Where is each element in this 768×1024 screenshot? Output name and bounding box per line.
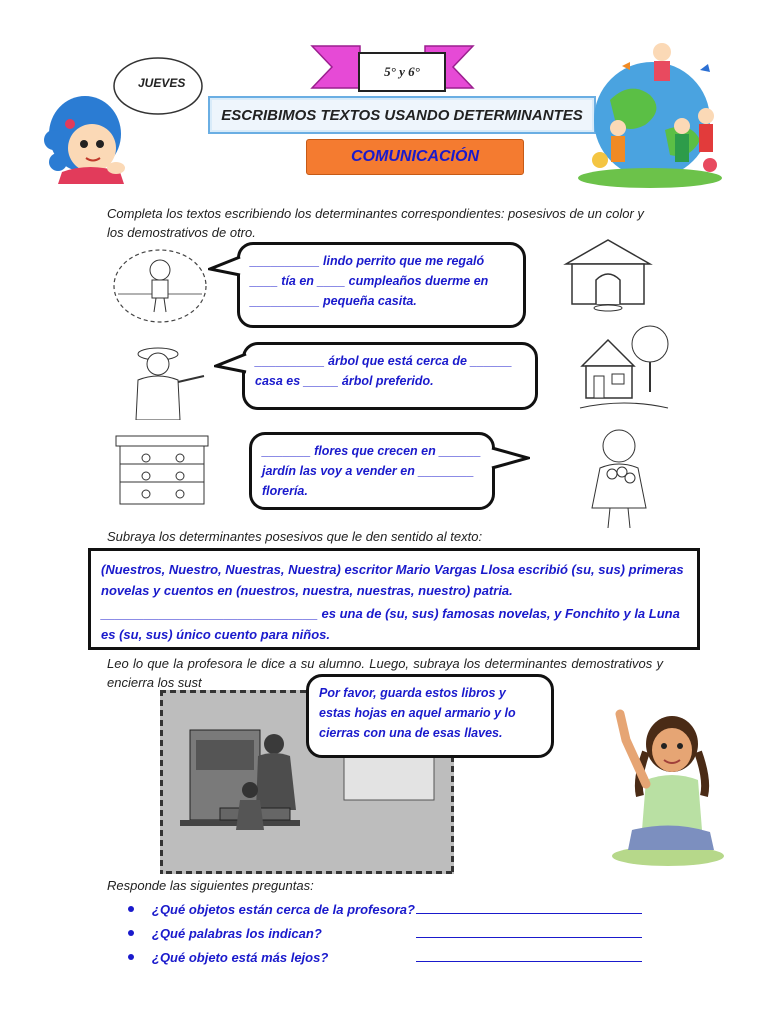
bubble-tail-1 [208, 255, 242, 279]
question-list [128, 897, 415, 969]
speech-bubble-1: __________ lindo perrito que me regaló ____ tía en ____ cumpleaños duerme en __________ pequeña casita. [237, 242, 526, 328]
question-text: ¿Qué palabras los indican? [152, 925, 322, 941]
answer-line[interactable] [416, 937, 642, 938]
instruction-questions: Responde las siguientes preguntas: [107, 878, 314, 893]
bullet-icon [128, 954, 134, 960]
thinking-girl-illustration [40, 44, 210, 184]
bullet-icon [128, 930, 134, 936]
answer-line[interactable] [416, 961, 642, 962]
bullet-icon [128, 906, 134, 912]
instruction-complete: Completa los textos escribiendo los determinantes correspondientes: posesivos de un color y los demostrativos de otro. [107, 206, 644, 240]
speech-bubble-3: _______ flores que crecen en ______ jardín las voy a vender en ________ florería. [249, 432, 495, 510]
instruction-teacher: Leo lo que la profesora le dice a su alumno. Luego, subraya los determinantes demostrativos y encierra los sust [107, 656, 663, 690]
page-title: ESCRIBIMOS TEXTOS USANDO DETERMINANTES [208, 96, 596, 134]
grade-badge: 5° y 6° [358, 52, 446, 92]
question-text: ¿Qué objetos están cerca de la profesora? [152, 901, 415, 917]
possessive-text-line-1: (Nuestros, Nuestro, Nuestras, Nuestra) escritor Mario Vargas Llosa escribió (su, sus) primeras novelas y cuentos en (nuestros, nuestra, nuestras, nuestro) patria. [101, 562, 684, 598]
question-item [128, 945, 415, 969]
possessive-text-box [88, 548, 700, 650]
man-illustration [116, 340, 212, 420]
question-text: ¿Qué objeto está más lejos? [152, 949, 329, 965]
answer-line[interactable] [416, 913, 642, 914]
bubble-tail-3 [490, 446, 530, 472]
bubble-tail-2 [214, 352, 248, 376]
instruction-underline: Subraya los determinantes posesivos que le den sentido al texto: [107, 529, 483, 544]
house-illustration [576, 322, 672, 414]
teacher-speech-bubble: Por favor, guarda estos libros y estas hojas en aquel armario y lo cierras con una de esas llaves. [306, 674, 554, 758]
children-globe-illustration [570, 40, 730, 188]
girl-flowers-illustration [582, 424, 656, 534]
question-item [128, 921, 415, 945]
girl-raising-finger-illustration [606, 700, 730, 868]
doghouse-illustration [558, 236, 658, 312]
flower-shelf-illustration [112, 434, 212, 506]
day-label: JUEVES [138, 76, 186, 90]
boy-illustration [112, 248, 208, 324]
question-item [128, 897, 415, 921]
speech-bubble-2: __________ árbol que está cerca de ______ casa es _____ árbol preferido. [242, 342, 538, 410]
subject-badge: COMUNICACIÓN [306, 139, 524, 175]
possessive-text-line-2: ______________________________ es una de (su, sus) famosas novelas, y Fonchito y la Luna es (su, sus) único cuento para niños. [101, 606, 680, 642]
